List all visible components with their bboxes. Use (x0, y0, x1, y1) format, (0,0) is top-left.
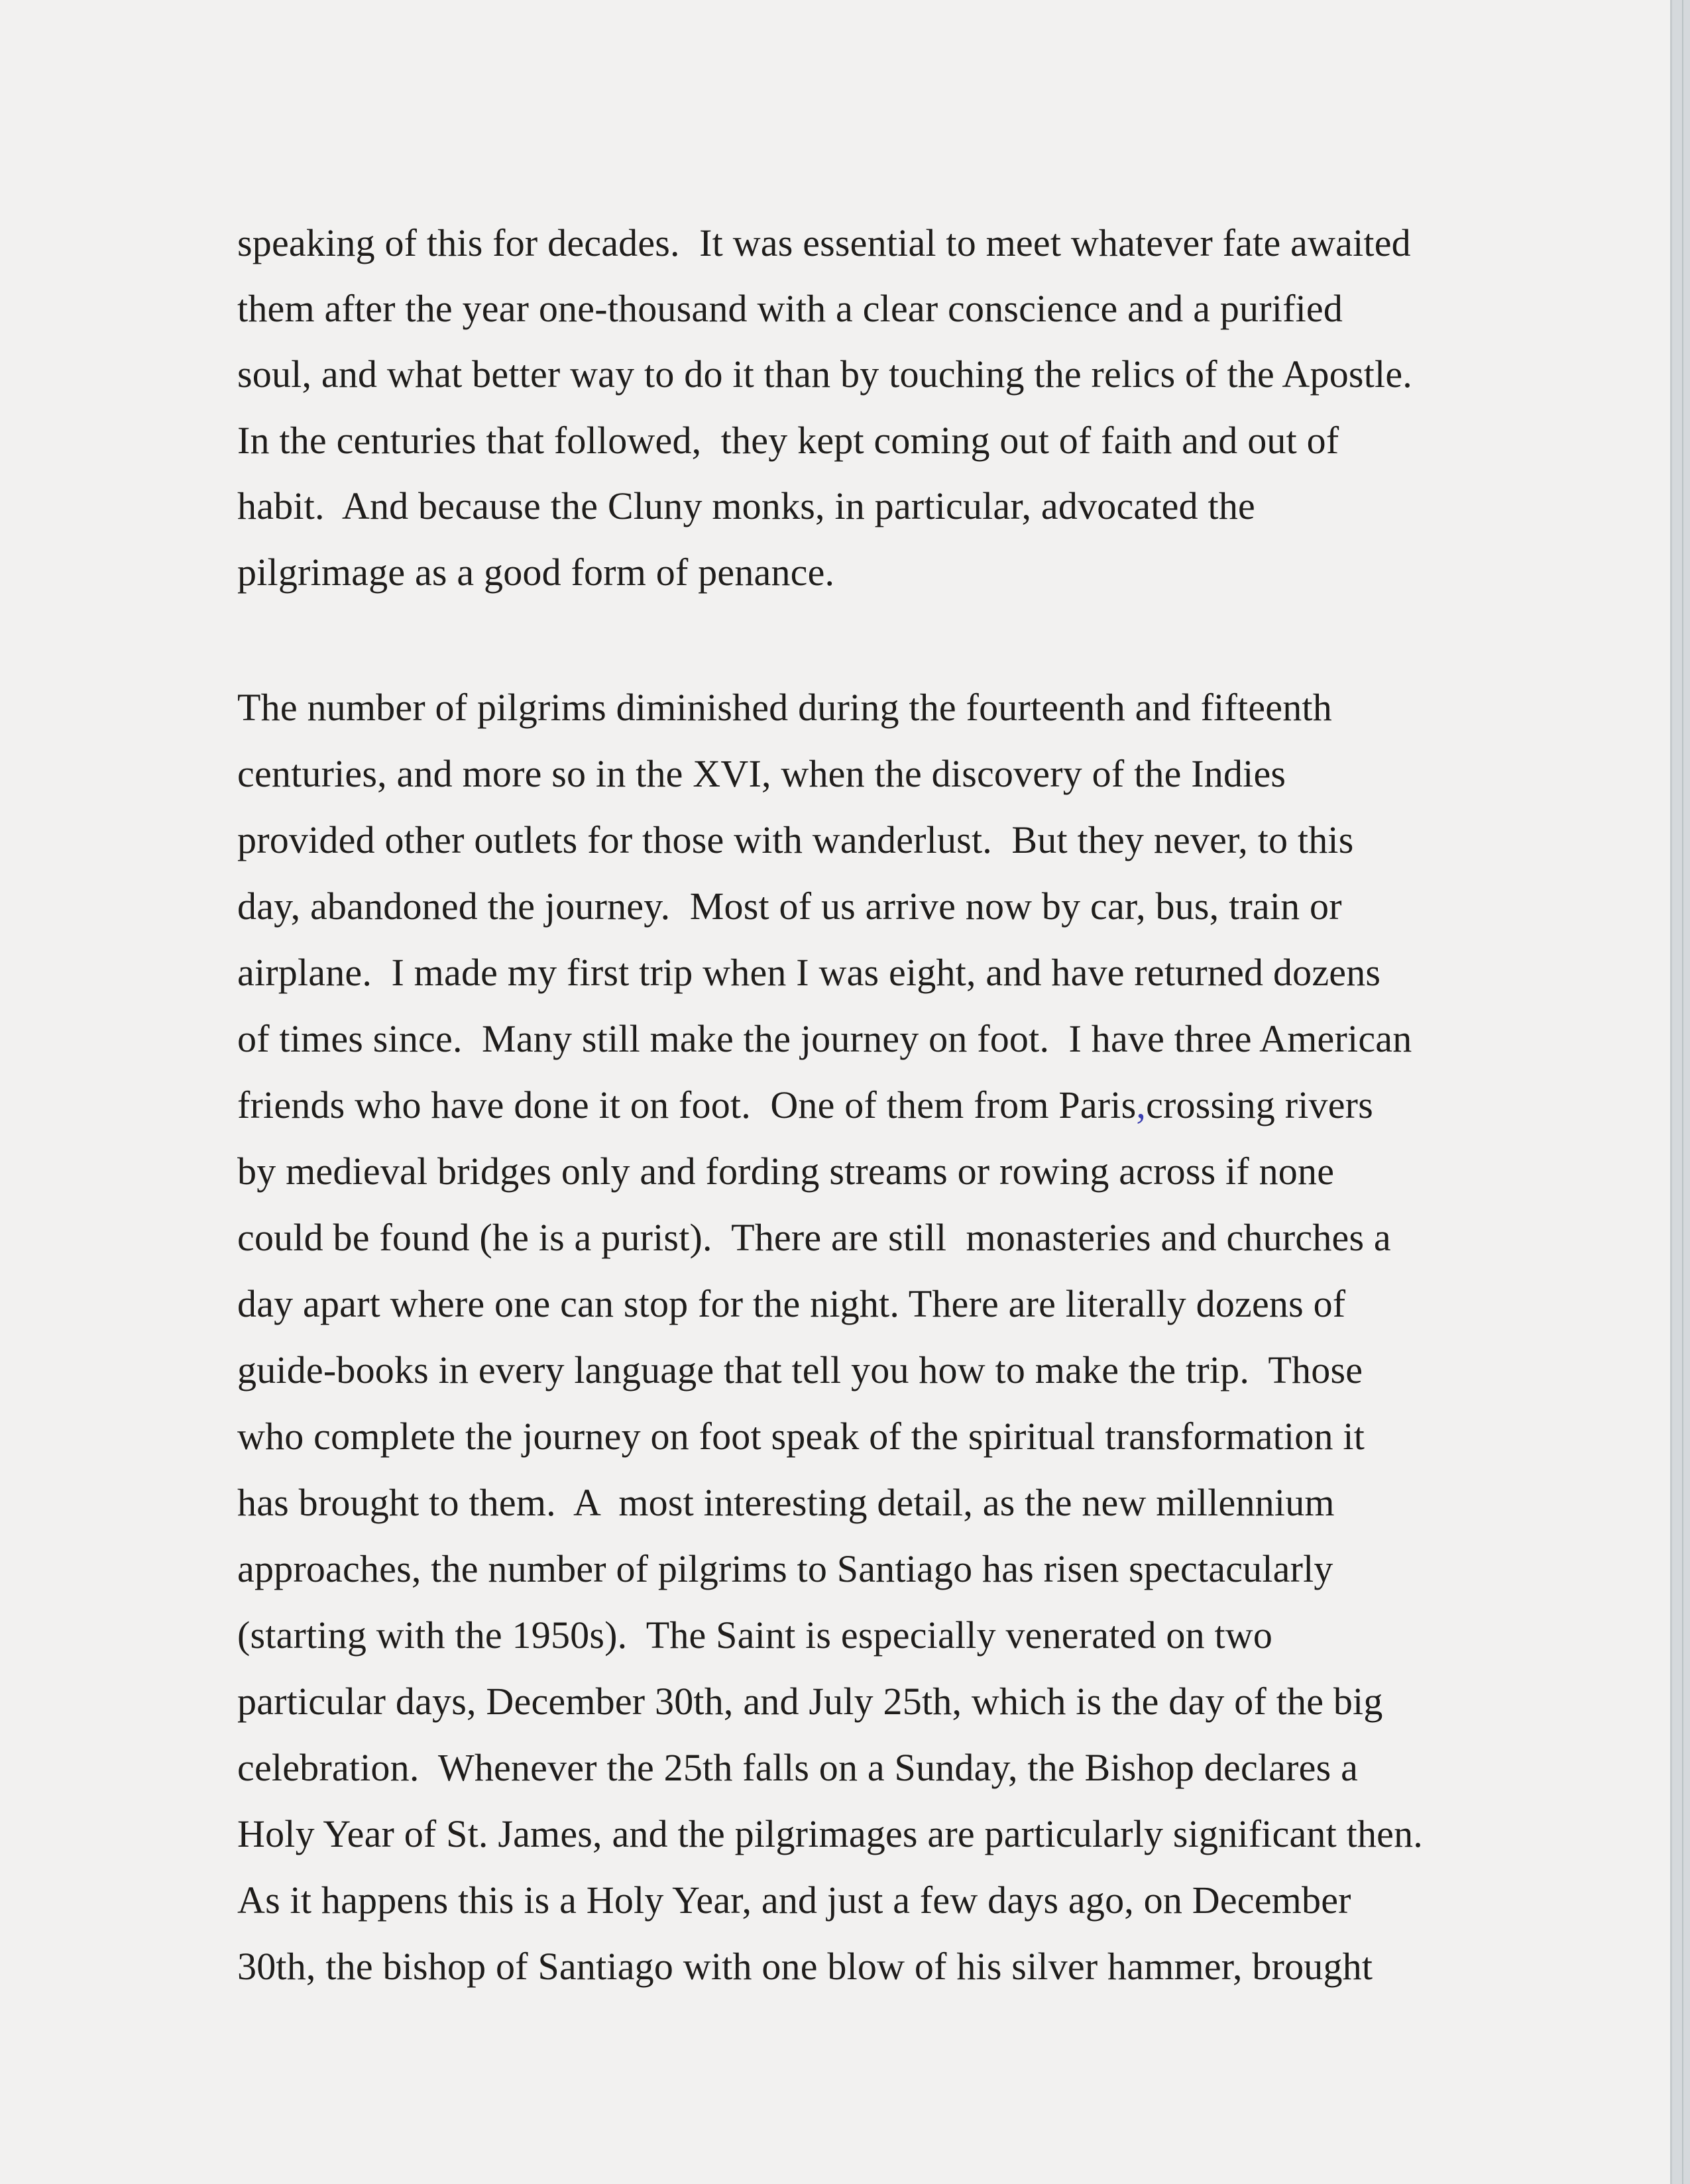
text-line: 30th, the bishop of Santiago with one blow of his silver hammer, brought (237, 1945, 1373, 1988)
text-line: pilgrimage as a good form of penance. (237, 551, 835, 594)
text-line: guide-books in every language that tell you how to make the trip. Those (237, 1348, 1363, 1392)
text-line: airplane. I made my first trip when I was eight, and have returned dozens (237, 951, 1381, 994)
text-line: centuries, and more so in the XVI, when the discovery of the Indies (237, 752, 1286, 795)
text-line: habit. And because the Cluny monks, in particular, advocated the (237, 484, 1255, 527)
text-segment: crossing rivers (1146, 1083, 1373, 1126)
text-line: could be found (he is a purist). There are still monasteries and churches a (237, 1216, 1391, 1259)
text-line: provided other outlets for those with wanderlust. But they never, to this (237, 818, 1354, 861)
text-segment: friends who have done it on foot. One of them from Paris (237, 1083, 1137, 1126)
text-line: speaking of this for decades. It was essential to meet whatever fate awaited (237, 221, 1411, 264)
text-line: In the centuries that followed, they kept coming out of faith and out of (237, 419, 1339, 462)
text-line: has brought to them. A most interesting detail, as the new millennium (237, 1481, 1335, 1524)
handwritten-comma: , (1136, 1083, 1147, 1126)
text-line: celebration. Whenever the 25th falls on a Sunday, the Bishop declares a (237, 1746, 1359, 1789)
text-line: particular days, December 30th, and July 25th, which is the day of the big (237, 1680, 1383, 1723)
scanner-edge (1670, 0, 1690, 2184)
text-line: As it happens this is a Holy Year, and just a few days ago, on December (237, 1879, 1351, 1922)
text-line: day apart where one can stop for the night. There are literally dozens of (237, 1282, 1346, 1325)
text-line: The number of pilgrims diminished during the fourteenth and fifteenth (237, 686, 1332, 729)
text-line: approaches, the number of pilgrims to Santiago has risen spectacularly (237, 1547, 1333, 1590)
text-line: day, abandoned the journey. Most of us arrive now by car, bus, train or (237, 885, 1342, 928)
text-line: (starting with the 1950s). The Saint is especially venerated on two (237, 1613, 1273, 1657)
text-line: soul, and what better way to do it than by touching the relics of the Apostle. (237, 353, 1412, 396)
scanner-edge-line (1682, 0, 1683, 2184)
text-line (237, 1083, 1373, 1126)
text-line: Holy Year of St. James, and the pilgrimages are particularly significant then. (237, 1812, 1423, 1855)
text-line: who complete the journey on foot speak of the spiritual transformation it (237, 1415, 1365, 1458)
text-line: of times since. Many still make the journey on foot. I have three American (237, 1017, 1412, 1060)
text-line: them after the year one-thousand with a clear conscience and a purified (237, 287, 1343, 330)
text-line: by medieval bridges only and fording streams or rowing across if none (237, 1150, 1335, 1193)
